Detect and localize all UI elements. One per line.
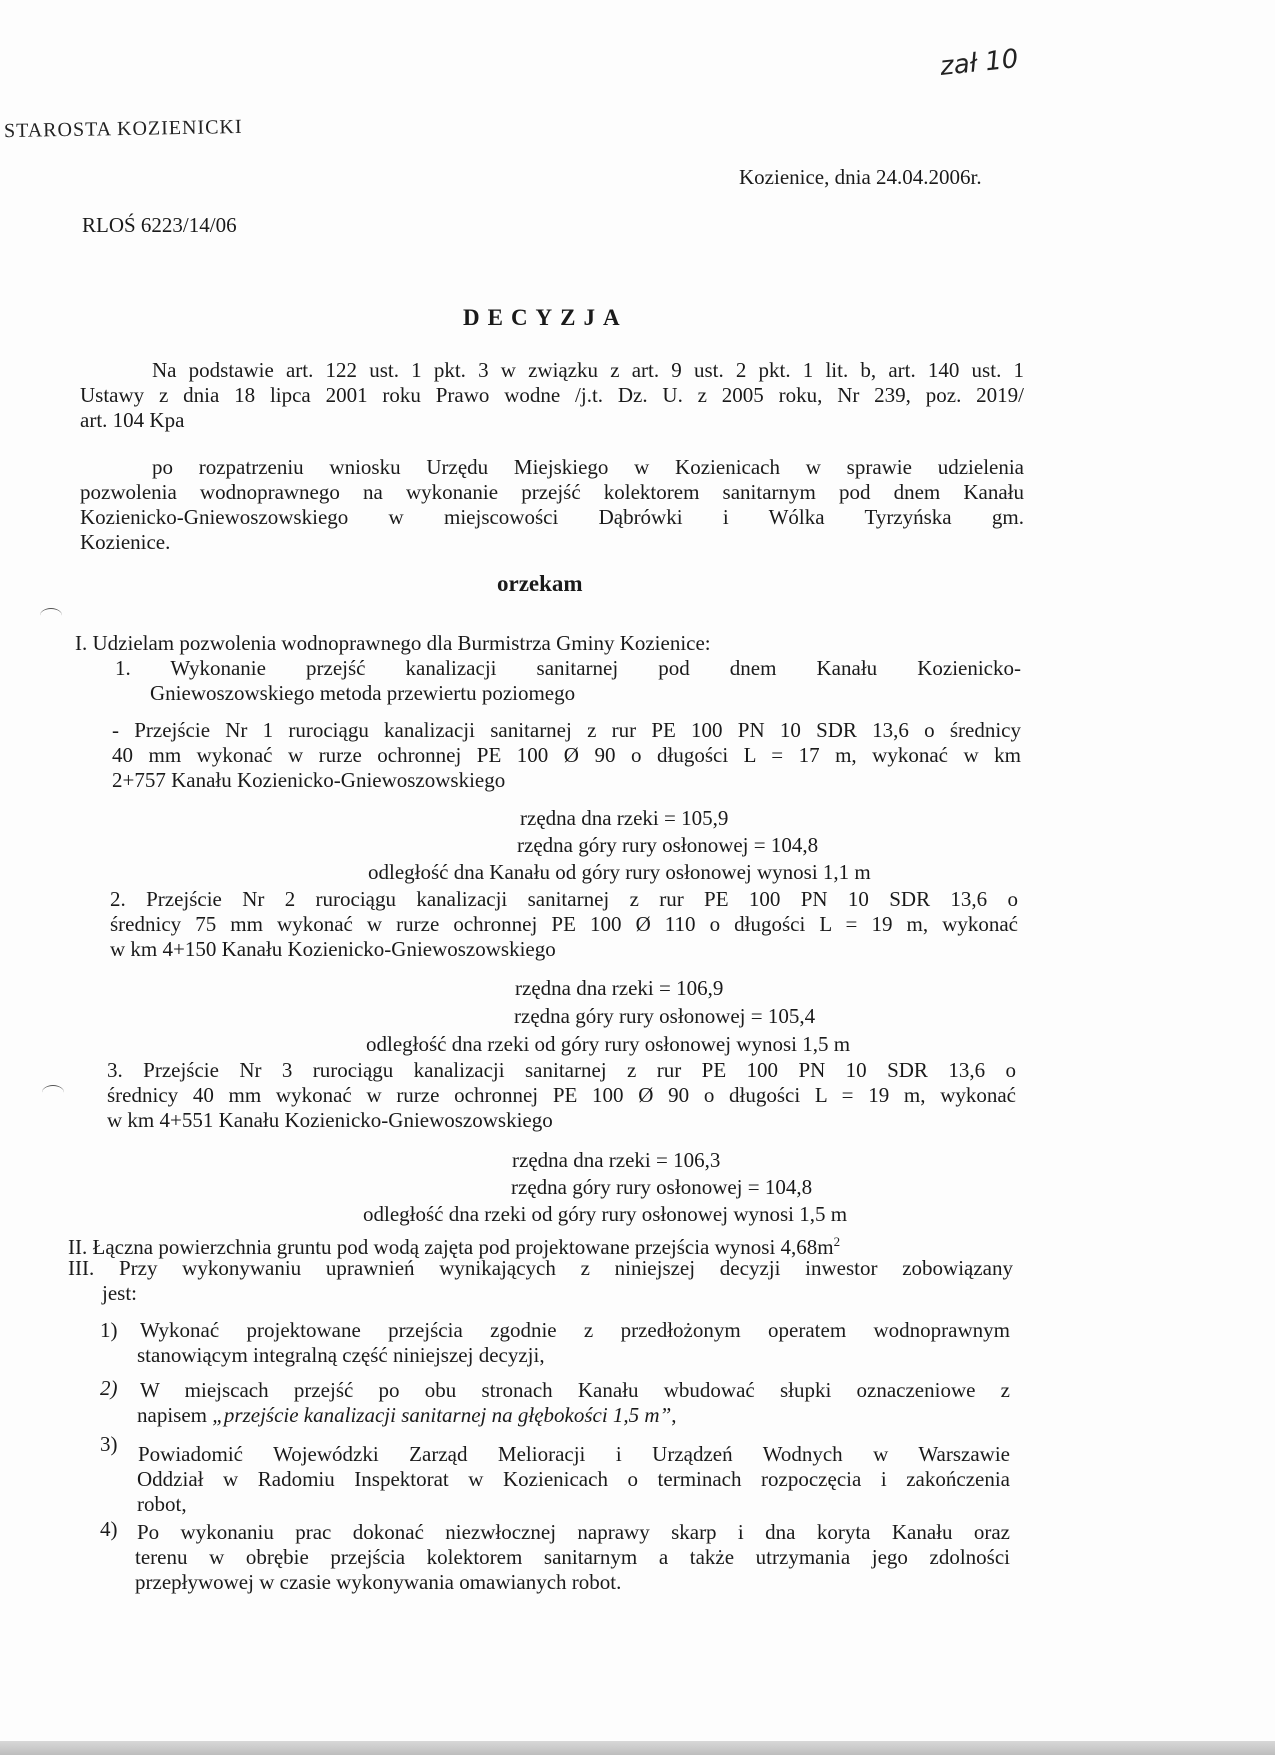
consider-line-3: Kozienicko-Gniewoszowskiego w miejscowości Dąbrówki i Wólka Tyrzyńska gm. xyxy=(80,505,1024,529)
punch-hole-mark xyxy=(42,1085,64,1100)
s1-item1-line-1: 1. Wykonanie przejść kanalizacji sanitarnej pod dnem Kanału Kozienicko- xyxy=(115,656,1021,680)
obligation-4-line-3: przepływowej w czasie wykonywania omawianych robot. xyxy=(135,1570,622,1594)
basis-line-1: Na podstawie art. 122 ust. 1 pkt. 3 w związku z art. 9 ust. 2 pkt. 1 lit. b, art. 140 ust. 1 xyxy=(152,358,1024,382)
crossing-3-river-bottom: rzędna dna rzeki = 106,3 xyxy=(512,1148,721,1172)
section-3-line-1: III. Przy wykonywaniu uprawnień wynikających z niniejszej decyzji inwestor zobowiązany xyxy=(68,1256,1013,1280)
obligation-3-line-1: Powiadomić Wojewódzki Zarząd Melioracji i Urządzeń Wodnych w Warszawie xyxy=(138,1442,1010,1466)
place-and-date: Kozienice, dnia 24.04.2006r. xyxy=(739,165,982,189)
crossing-3-line-2: średnicy 40 mm wykonać w rurze ochronnej PE 100 Ø 90 o długości L = 19 m, wykonać xyxy=(107,1083,1016,1107)
s1-item1-line-2: Gniewoszowskiego metoda przewiertu poziomego xyxy=(150,681,576,705)
crossing-3-line-1: 3. Przejście Nr 3 rurociągu kanalizacji sanitarnej z rur PE 100 PN 10 SDR 13,6 o xyxy=(107,1058,1016,1082)
crossing-1-line-2: 40 mm wykonać w rurze ochronnej PE 100 Ø 90 o długości L = 17 m, wykonać w km xyxy=(112,743,1021,767)
crossing-2-line-1: 2. Przejście Nr 2 rurociągu kanalizacji sanitarnej z rur PE 100 PN 10 SDR 13,6 o xyxy=(110,887,1018,911)
obligation-3-line-3: robot, xyxy=(137,1492,187,1516)
obligation-1-line-2: stanowiącym integralną część niniejszej decyzji, xyxy=(137,1343,545,1367)
obligation-4-number: 4) xyxy=(100,1517,118,1541)
scan-bottom-edge xyxy=(0,1741,1275,1755)
crossing-1-line-1: - Przejście Nr 1 rurociągu kanalizacji sanitarnej z rur PE 100 PN 10 SDR 13,6 o średnicy xyxy=(112,718,1021,742)
section-1-heading: I. Udzielam pozwolenia wodnoprawnego dla Burmistrza Gminy Kozienice: xyxy=(75,631,711,655)
crossing-2-pipe-top: rzędna góry rury osłonowej = 105,4 xyxy=(514,1004,816,1028)
crossing-1-line-3: 2+757 Kanału Kozienicko-Gniewoszowskiego xyxy=(112,768,506,792)
obligation-1-line-1: Wykonać projektowane przejścia zgodnie z przedłożonym operatem wodnoprawnym xyxy=(140,1318,1010,1342)
section-3-line-2: jest: xyxy=(102,1281,137,1305)
obligation-2-text: napisem xyxy=(137,1403,213,1427)
crossing-2-line-3: w km 4+150 Kanału Kozienicko-Gniewoszowskiego xyxy=(110,937,556,961)
obligation-2-comma: , xyxy=(671,1403,677,1427)
section-2-superscript: 2 xyxy=(833,1234,841,1249)
obligation-3-number: 3) xyxy=(100,1432,118,1456)
handwritten-annotation: zał 10 xyxy=(938,43,1020,83)
consider-line-2: pozwolenia wodnoprawnego na wykonanie przejść kolektorem sanitarnym pod dnem Kanału xyxy=(80,480,1024,504)
obligation-2-number: 2) xyxy=(100,1376,118,1400)
section-2-text: II. Łączna powierzchnia gruntu pod wodą zajęta pod projektowane przejścia wynosi 4,68m xyxy=(68,1235,834,1259)
crossing-1-distance: odległość dna Kanału od góry rury osłonowej wynosi 1,1 m xyxy=(368,860,871,884)
basis-line-3: art. 104 Kpa xyxy=(80,408,185,432)
obligation-4-line-2: terenu w obrębie przejścia kolektorem sanitarnym a także utrzymania jego zdolności xyxy=(135,1545,1010,1569)
basis-line-2: Ustawy z dnia 18 lipca 2001 roku Prawo wodne /j.t. Dz. U. z 2005 roku, Nr 239, poz. 2019/ xyxy=(80,383,1024,407)
obligation-3-line-2: Oddział w Radomiu Inspektorat w Kozienicach o terminach rozpoczęcia i zakończenia xyxy=(137,1467,1010,1491)
consider-line-4: Kozienice. xyxy=(80,530,171,554)
crossing-1-river-bottom: rzędna dna rzeki = 105,9 xyxy=(520,806,729,830)
crossing-2-line-2: średnicy 75 mm wykonać w rurze ochronnej PE 100 Ø 110 o długości L = 19 m, wykonać xyxy=(110,912,1018,936)
obligation-2-line-1: W miejscach przejść po obu stronach Kanału wbudować słupki oznaczeniowe z xyxy=(140,1378,1010,1402)
punch-hole-mark xyxy=(40,608,62,623)
obligation-4-line-1: Po wykonaniu prac dokonać niezwłocznej naprawy skarp i dna koryta Kanału oraz xyxy=(137,1520,1010,1544)
document-title: DECYZJA xyxy=(463,305,628,330)
obligation-2-marker-inscription: „przejście kanalizacji sanitarnej na głębokości 1,5 m” xyxy=(212,1403,672,1427)
obligation-2-line-2 xyxy=(137,1403,677,1428)
crossing-3-pipe-top: rzędna góry rury osłonowej = 104,8 xyxy=(511,1175,813,1199)
crossing-2-distance: odległość dna rzeki od góry rury osłonowej wynosi 1,5 m xyxy=(366,1032,851,1056)
reference-number: RLOŚ 6223/14/06 xyxy=(82,213,237,237)
crossing-3-distance: odległość dna rzeki od góry rury osłonowej wynosi 1,5 m xyxy=(363,1202,848,1226)
crossing-3-line-3: w km 4+551 Kanału Kozienicko-Gniewoszowskiego xyxy=(107,1108,553,1132)
obligation-1-number: 1) xyxy=(100,1318,118,1342)
decision-heading: orzekam xyxy=(497,571,583,596)
crossing-1-pipe-top: rzędna góry rury osłonowej = 104,8 xyxy=(517,833,819,857)
office-stamp: STAROSTA KOZIENICKI xyxy=(3,115,243,143)
consider-line-1: po rozpatrzeniu wniosku Urzędu Miejskiego w Kozienicach w sprawie udzielenia xyxy=(152,455,1024,479)
crossing-2-river-bottom: rzędna dna rzeki = 106,9 xyxy=(515,976,724,1000)
